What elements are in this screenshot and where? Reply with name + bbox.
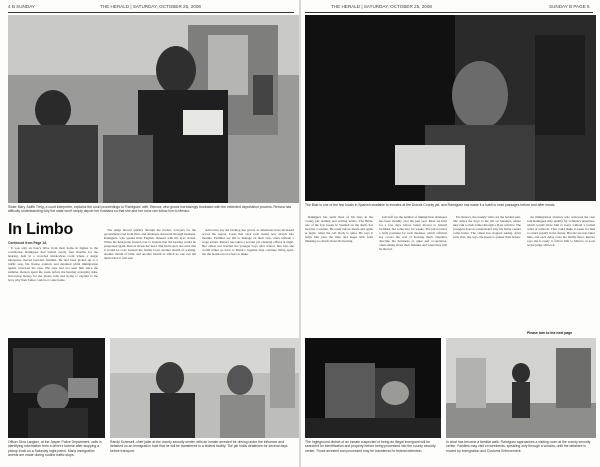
article-column-1 bbox=[8, 246, 98, 336]
left-page bbox=[0, 0, 299, 467]
reading-photo-caption: The Blair is one of the few locals in Spanish available to inmates at the Dubois County jail, and Ramiguez has made it a habit to read passages before and after meals. bbox=[305, 203, 556, 207]
reading-bible-photo bbox=[305, 15, 596, 201]
page-folio-center-left: THE HERALD | SATURDAY, OCTOBER 25, 2008 bbox=[100, 4, 201, 9]
page-folio-right: SUNDAY B PAGE 5 bbox=[549, 4, 590, 9]
jailer-photo-caption: Randy Schewell, chief jailer at the county security center, tells an inmate arrested for driving under the influence and detained on an immigration hold that he will be transferred to a federal facility. The jail holds detainees for several days before transport. bbox=[110, 440, 288, 453]
article-column-r1 bbox=[305, 215, 373, 336]
jump-line: Please turn to the next page bbox=[527, 331, 573, 335]
header-rule bbox=[305, 12, 593, 13]
article-text: An immigration attorney who reviewed the case said Ramiguez may qualify for voluntary departure, which would allow him to leave without a formal order of removal. That could make it easier for him to return legally in the future. But the process takes time, and each delay costs the family more. Renora says she is ready to follow him to Mexico as soon as the judge allows it. bbox=[527, 215, 595, 248]
header-rule bbox=[8, 12, 294, 13]
right-page bbox=[301, 0, 600, 467]
article-text: Advocates say the backlog has grown as detentions have increased across the region. Cases that once took weeks now stretch into months. Families are left to manage on their own, often without a wage earner. Renora has taken a second job cleaning offices at night. Her oldest son watches the younger boys after school. She says she would rather go back to Mexico together than continue living apart, but the decision is not hers to make. bbox=[202, 228, 294, 257]
top-photo-caption: Sister Mary Judith Treig, a court interpreter, explains the court proceedings to 'Ramiguez' wife, Renora, who grows increasingly frustrated with the extended deportation process. Renora has difficulty understanding why the state won't simply deport her husband so that she and her sons can follow him to Mexico. bbox=[8, 205, 292, 214]
page-folio-center-right: THE HERALD | SATURDAY, OCTOBER 25, 2008 bbox=[331, 4, 432, 9]
jailer-photo bbox=[110, 338, 299, 438]
article-text: It was only an hour's drive from their home in Ogden to the courthouse. Ramiguez had waited nearly four months for the hearing, held in a crowded windowless room where a single interpreter moved between families. He had been picked up at a traffic stop, his license expired, and detained while immigration agents reviewed his case. His sons had not seen him since the summer. Renora spent the week before the hearing arranging rides, borrowing money for the phone calls and trying to explain to the boys why their father could not come home. bbox=[8, 246, 98, 283]
article-column-2 bbox=[104, 228, 196, 336]
visiting-room-photo bbox=[446, 338, 596, 438]
article-text: Ramiguez has spent most of his days in the county jail reading and writing letters. The Bible, one of the few books in Spanish on the shelf, has become a routine. He reads before meals and again at night, when the cell block is quiet. He says it helps him pass the time and keeps him from thinking too much about the hearing. bbox=[305, 215, 373, 244]
article-column-r3 bbox=[453, 215, 521, 336]
inmate-search-photo bbox=[305, 338, 441, 438]
headline: In Limbo bbox=[8, 221, 74, 238]
page-folio-left: 4 B SUNDAY bbox=[8, 4, 35, 9]
article-text: For Renora, the weekly visits are the hardest part. She drives the boys to the jail on Sundays, where they talk to their father through a glass window. The youngest does not understand why his father cannot come home. The oldest has stopped asking. After each visit, she says, the house is quieter than before. bbox=[453, 215, 521, 240]
byline: Continued from Page 1A bbox=[8, 241, 47, 245]
police-photo-caption: Officer Dina Langton, at the Jasper Police Department, calls in identifying information from a driver's license after stopping a pickup truck on a Saturday night patrol. Many immigration arrests are made during routine traffic stops. bbox=[8, 440, 102, 457]
article-column-r4 bbox=[527, 215, 595, 329]
article-text: The judge moved quickly through the docket. Lawyers for the government read from files, and detainees answered through headsets. Ramiguez, who speaks little English, listened with his eyes closed. When the interpreter leaned over to explain that the hearing would be postponed again, Renora shook her head. She had hoped, she said, that it would be over. Instead the family faces another month of waiting, another month of bills, and another month in which no one can tell them when it will end. bbox=[104, 228, 196, 261]
top-photo bbox=[8, 15, 299, 203]
police-officer-photo bbox=[8, 338, 105, 438]
visiting-room-caption: In what has become a familiar walk, Ramiguez approaches a visiting room at the county security center. Families may visit on weekends, speaking only through a window, until the detainee is moved by Immigration and Customs Enforcement. bbox=[446, 440, 591, 453]
article-column-3 bbox=[202, 228, 294, 336]
article-column-r2 bbox=[379, 215, 447, 336]
article-text: Jail staff say the number of immigration detainees has risen steadily over the past year. Most are held for a few days before being moved to federal facilities, but some stay for weeks. The jail receives a daily payment for each detainee, which officials say covers the cost of housing them. Deputies describe the detainees as quiet and cooperative, often asking about their families and when they will be moved. bbox=[379, 215, 447, 252]
inmate-search-caption: The Ingleground district of an inmate suspected of being an illegal immigrant will be searched for identification and property before being processed into the county security center. Those arrested and processed may be transferred to federal detention. bbox=[305, 440, 436, 453]
